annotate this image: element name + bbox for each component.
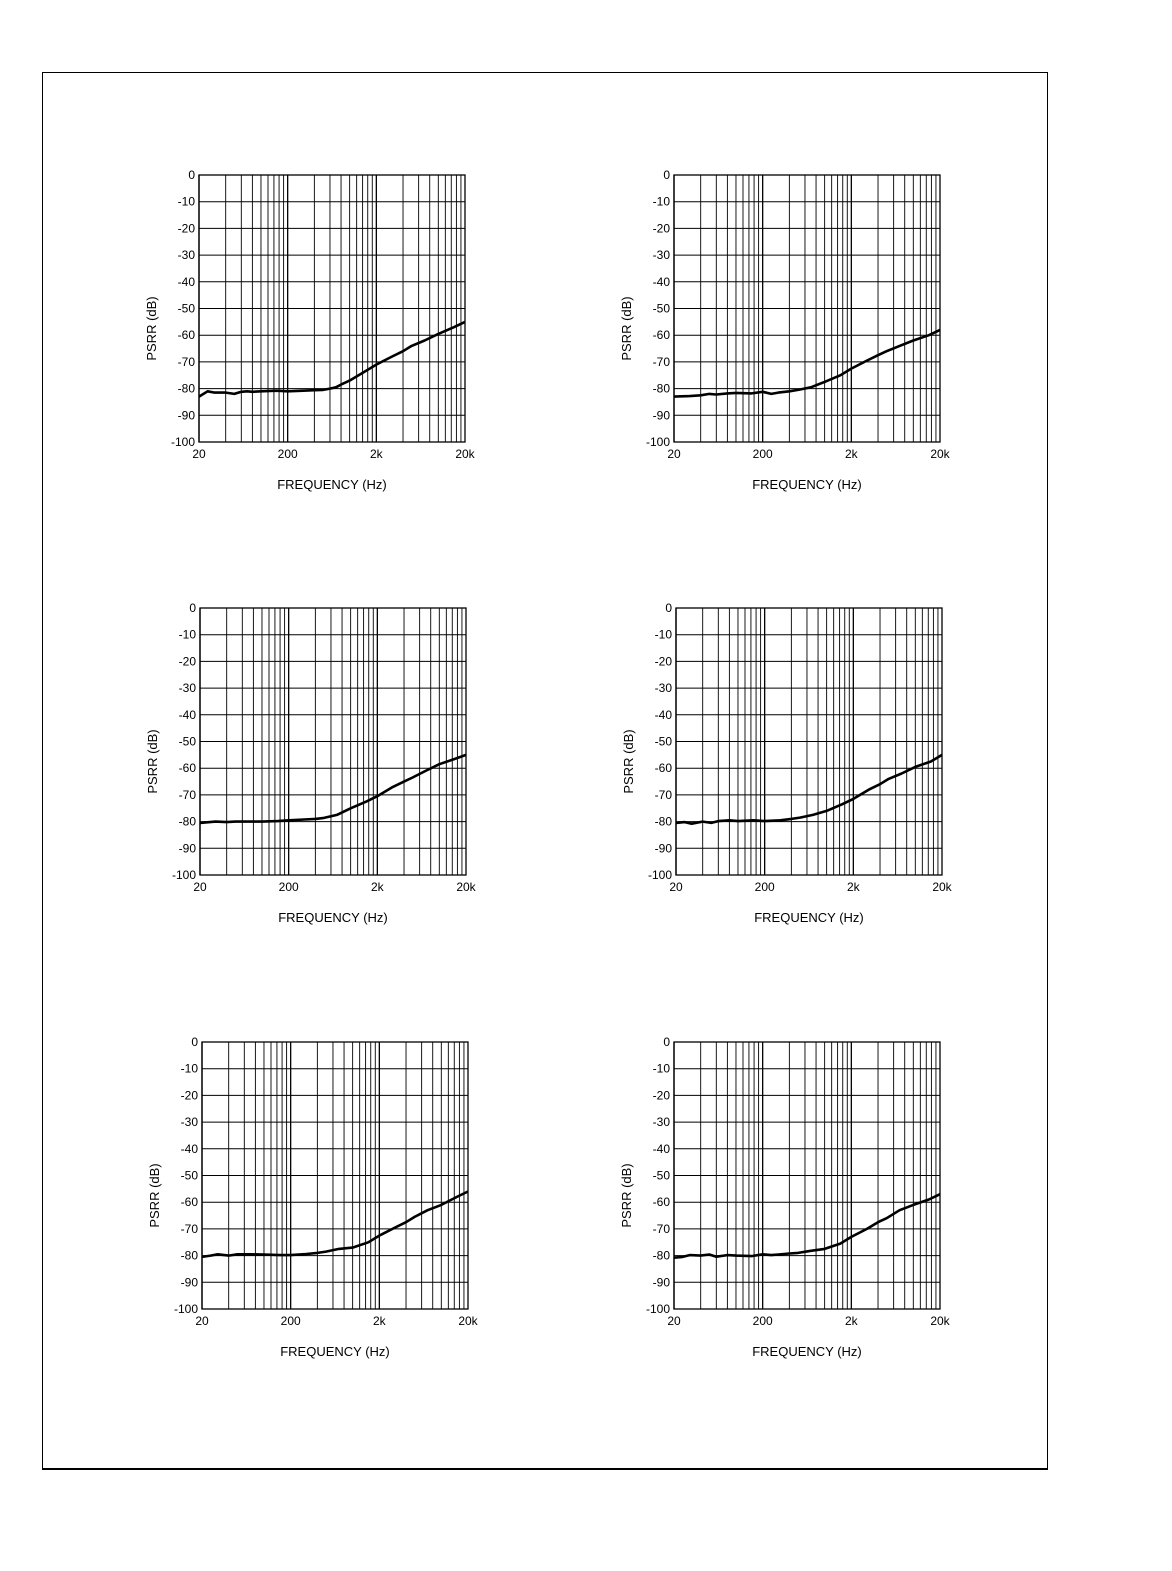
grid: [199, 175, 465, 442]
psrr-series-line: [199, 322, 465, 397]
y-tick-label: -10: [652, 1061, 670, 1076]
y-tick-label: -10: [652, 194, 670, 209]
psrr-series-line: [200, 755, 466, 823]
x-tick-label: 2k: [370, 880, 384, 894]
y-tick-label: -90: [178, 841, 196, 856]
y-tick-label: -60: [652, 328, 670, 343]
y-tick-label: -20: [177, 221, 195, 236]
y-tick-label: -20: [180, 1088, 198, 1103]
x-axis-label: FREQUENCY (Hz): [752, 1344, 862, 1359]
y-tick-label: -40: [652, 274, 670, 289]
y-tick-label: -10: [178, 627, 196, 642]
y-tick-label: -100: [171, 868, 196, 882]
y-tick-label: 0: [663, 168, 670, 182]
y-tick-label: -50: [180, 1168, 198, 1183]
y-tick-label: 0: [665, 601, 672, 615]
x-tick-label: 200: [280, 1314, 301, 1328]
x-tick-label: 20k: [458, 1314, 478, 1328]
y-tick-label: -70: [652, 1221, 670, 1236]
y-tick-label: -70: [177, 354, 195, 369]
psrr-series-line: [676, 755, 942, 824]
y-tick-label: -100: [173, 1302, 198, 1316]
psrr-series-line: [674, 330, 940, 397]
y-tick-label: -10: [177, 194, 195, 209]
x-tick-label: 20k: [932, 880, 952, 894]
x-tick-label: 2k: [369, 447, 383, 461]
x-axis-label: FREQUENCY (Hz): [280, 1344, 390, 1359]
y-tick-label: -60: [177, 328, 195, 343]
x-tick-label: 200: [752, 1314, 773, 1328]
y-tick-label: 0: [189, 601, 196, 615]
y-tick-label: -90: [180, 1275, 198, 1290]
grid: [200, 608, 466, 875]
y-tick-label: -70: [178, 787, 196, 802]
y-tick-label: -40: [178, 707, 196, 722]
psrr-chart-middle-right: [597, 593, 957, 943]
x-tick-label: 20k: [455, 447, 475, 461]
y-tick-label: -80: [180, 1248, 198, 1263]
x-tick-label: 2k: [372, 1314, 386, 1328]
y-tick-label: -60: [180, 1195, 198, 1210]
y-tick-label: -50: [652, 301, 670, 316]
y-tick-label: -40: [180, 1141, 198, 1156]
y-axis-label: PSRR (dB): [144, 296, 159, 361]
y-tick-label: -30: [178, 681, 196, 696]
y-tick-label: -80: [654, 814, 672, 829]
x-tick-label: 200: [277, 447, 298, 461]
y-tick-label: -40: [654, 707, 672, 722]
psrr-chart-top-left: [120, 160, 480, 510]
y-tick-label: -80: [177, 381, 195, 396]
y-tick-label: -100: [645, 1302, 670, 1316]
y-tick-label: -50: [178, 734, 196, 749]
y-tick-label: -100: [170, 435, 195, 449]
x-tick-label: 20: [193, 880, 207, 894]
y-tick-label: -50: [654, 734, 672, 749]
grid: [202, 1042, 468, 1309]
y-tick-label: -40: [177, 274, 195, 289]
y-tick-label: -20: [178, 654, 196, 669]
y-axis-label: PSRR (dB): [147, 1163, 162, 1228]
x-tick-label: 20: [669, 880, 683, 894]
y-axis-label: PSRR (dB): [619, 296, 634, 361]
y-tick-label: -90: [177, 408, 195, 423]
x-tick-label: 2k: [846, 880, 860, 894]
y-tick-label: -30: [654, 681, 672, 696]
y-tick-label: -90: [652, 408, 670, 423]
x-tick-label: 20: [192, 447, 206, 461]
psrr-chart-top-right: [595, 160, 955, 510]
y-tick-label: -40: [652, 1141, 670, 1156]
y-tick-label: -60: [178, 761, 196, 776]
y-tick-label: -50: [177, 301, 195, 316]
x-tick-label: 200: [754, 880, 775, 894]
y-tick-label: 0: [191, 1035, 198, 1049]
y-axis-label: PSRR (dB): [621, 729, 636, 794]
x-axis-label: FREQUENCY (Hz): [277, 477, 387, 492]
y-tick-label: -30: [652, 248, 670, 263]
y-tick-label: -90: [654, 841, 672, 856]
y-axis-label: PSRR (dB): [619, 1163, 634, 1228]
y-tick-label: -80: [178, 814, 196, 829]
y-tick-label: -30: [177, 248, 195, 263]
psrr-series-line: [674, 1194, 940, 1258]
x-axis-label: FREQUENCY (Hz): [754, 910, 864, 925]
y-tick-label: -90: [652, 1275, 670, 1290]
y-tick-label: -60: [652, 1195, 670, 1210]
psrr-chart-bottom-left: [123, 1027, 483, 1377]
grid: [674, 1042, 940, 1309]
y-tick-label: -20: [654, 654, 672, 669]
psrr-series-line: [202, 1192, 468, 1257]
y-tick-label: -70: [654, 787, 672, 802]
x-axis-label: FREQUENCY (Hz): [278, 910, 388, 925]
y-tick-label: 0: [663, 1035, 670, 1049]
x-tick-label: 200: [752, 447, 773, 461]
grid: [676, 608, 942, 875]
y-tick-label: -30: [652, 1115, 670, 1130]
y-axis-label: PSRR (dB): [145, 729, 160, 794]
y-tick-label: -80: [652, 1248, 670, 1263]
y-tick-label: -80: [652, 381, 670, 396]
y-tick-label: -30: [180, 1115, 198, 1130]
x-tick-label: 2k: [844, 447, 858, 461]
y-tick-label: 0: [188, 168, 195, 182]
y-tick-label: -100: [647, 868, 672, 882]
y-tick-label: -50: [652, 1168, 670, 1183]
y-tick-label: -10: [180, 1061, 198, 1076]
x-tick-label: 200: [278, 880, 299, 894]
x-tick-label: 20: [667, 447, 681, 461]
y-tick-label: -20: [652, 221, 670, 236]
psrr-chart-bottom-right: [595, 1027, 955, 1377]
x-axis-label: FREQUENCY (Hz): [752, 477, 862, 492]
x-tick-label: 20k: [930, 1314, 950, 1328]
y-tick-label: -70: [180, 1221, 198, 1236]
grid: [674, 175, 940, 442]
y-tick-label: -100: [645, 435, 670, 449]
x-tick-label: 20k: [930, 447, 950, 461]
y-tick-label: -60: [654, 761, 672, 776]
y-tick-label: -20: [652, 1088, 670, 1103]
x-tick-label: 20: [667, 1314, 681, 1328]
psrr-chart-middle-left: [121, 593, 481, 943]
x-tick-label: 20k: [456, 880, 476, 894]
y-tick-label: -70: [652, 354, 670, 369]
x-tick-label: 2k: [844, 1314, 858, 1328]
x-tick-label: 20: [195, 1314, 209, 1328]
y-tick-label: -10: [654, 627, 672, 642]
